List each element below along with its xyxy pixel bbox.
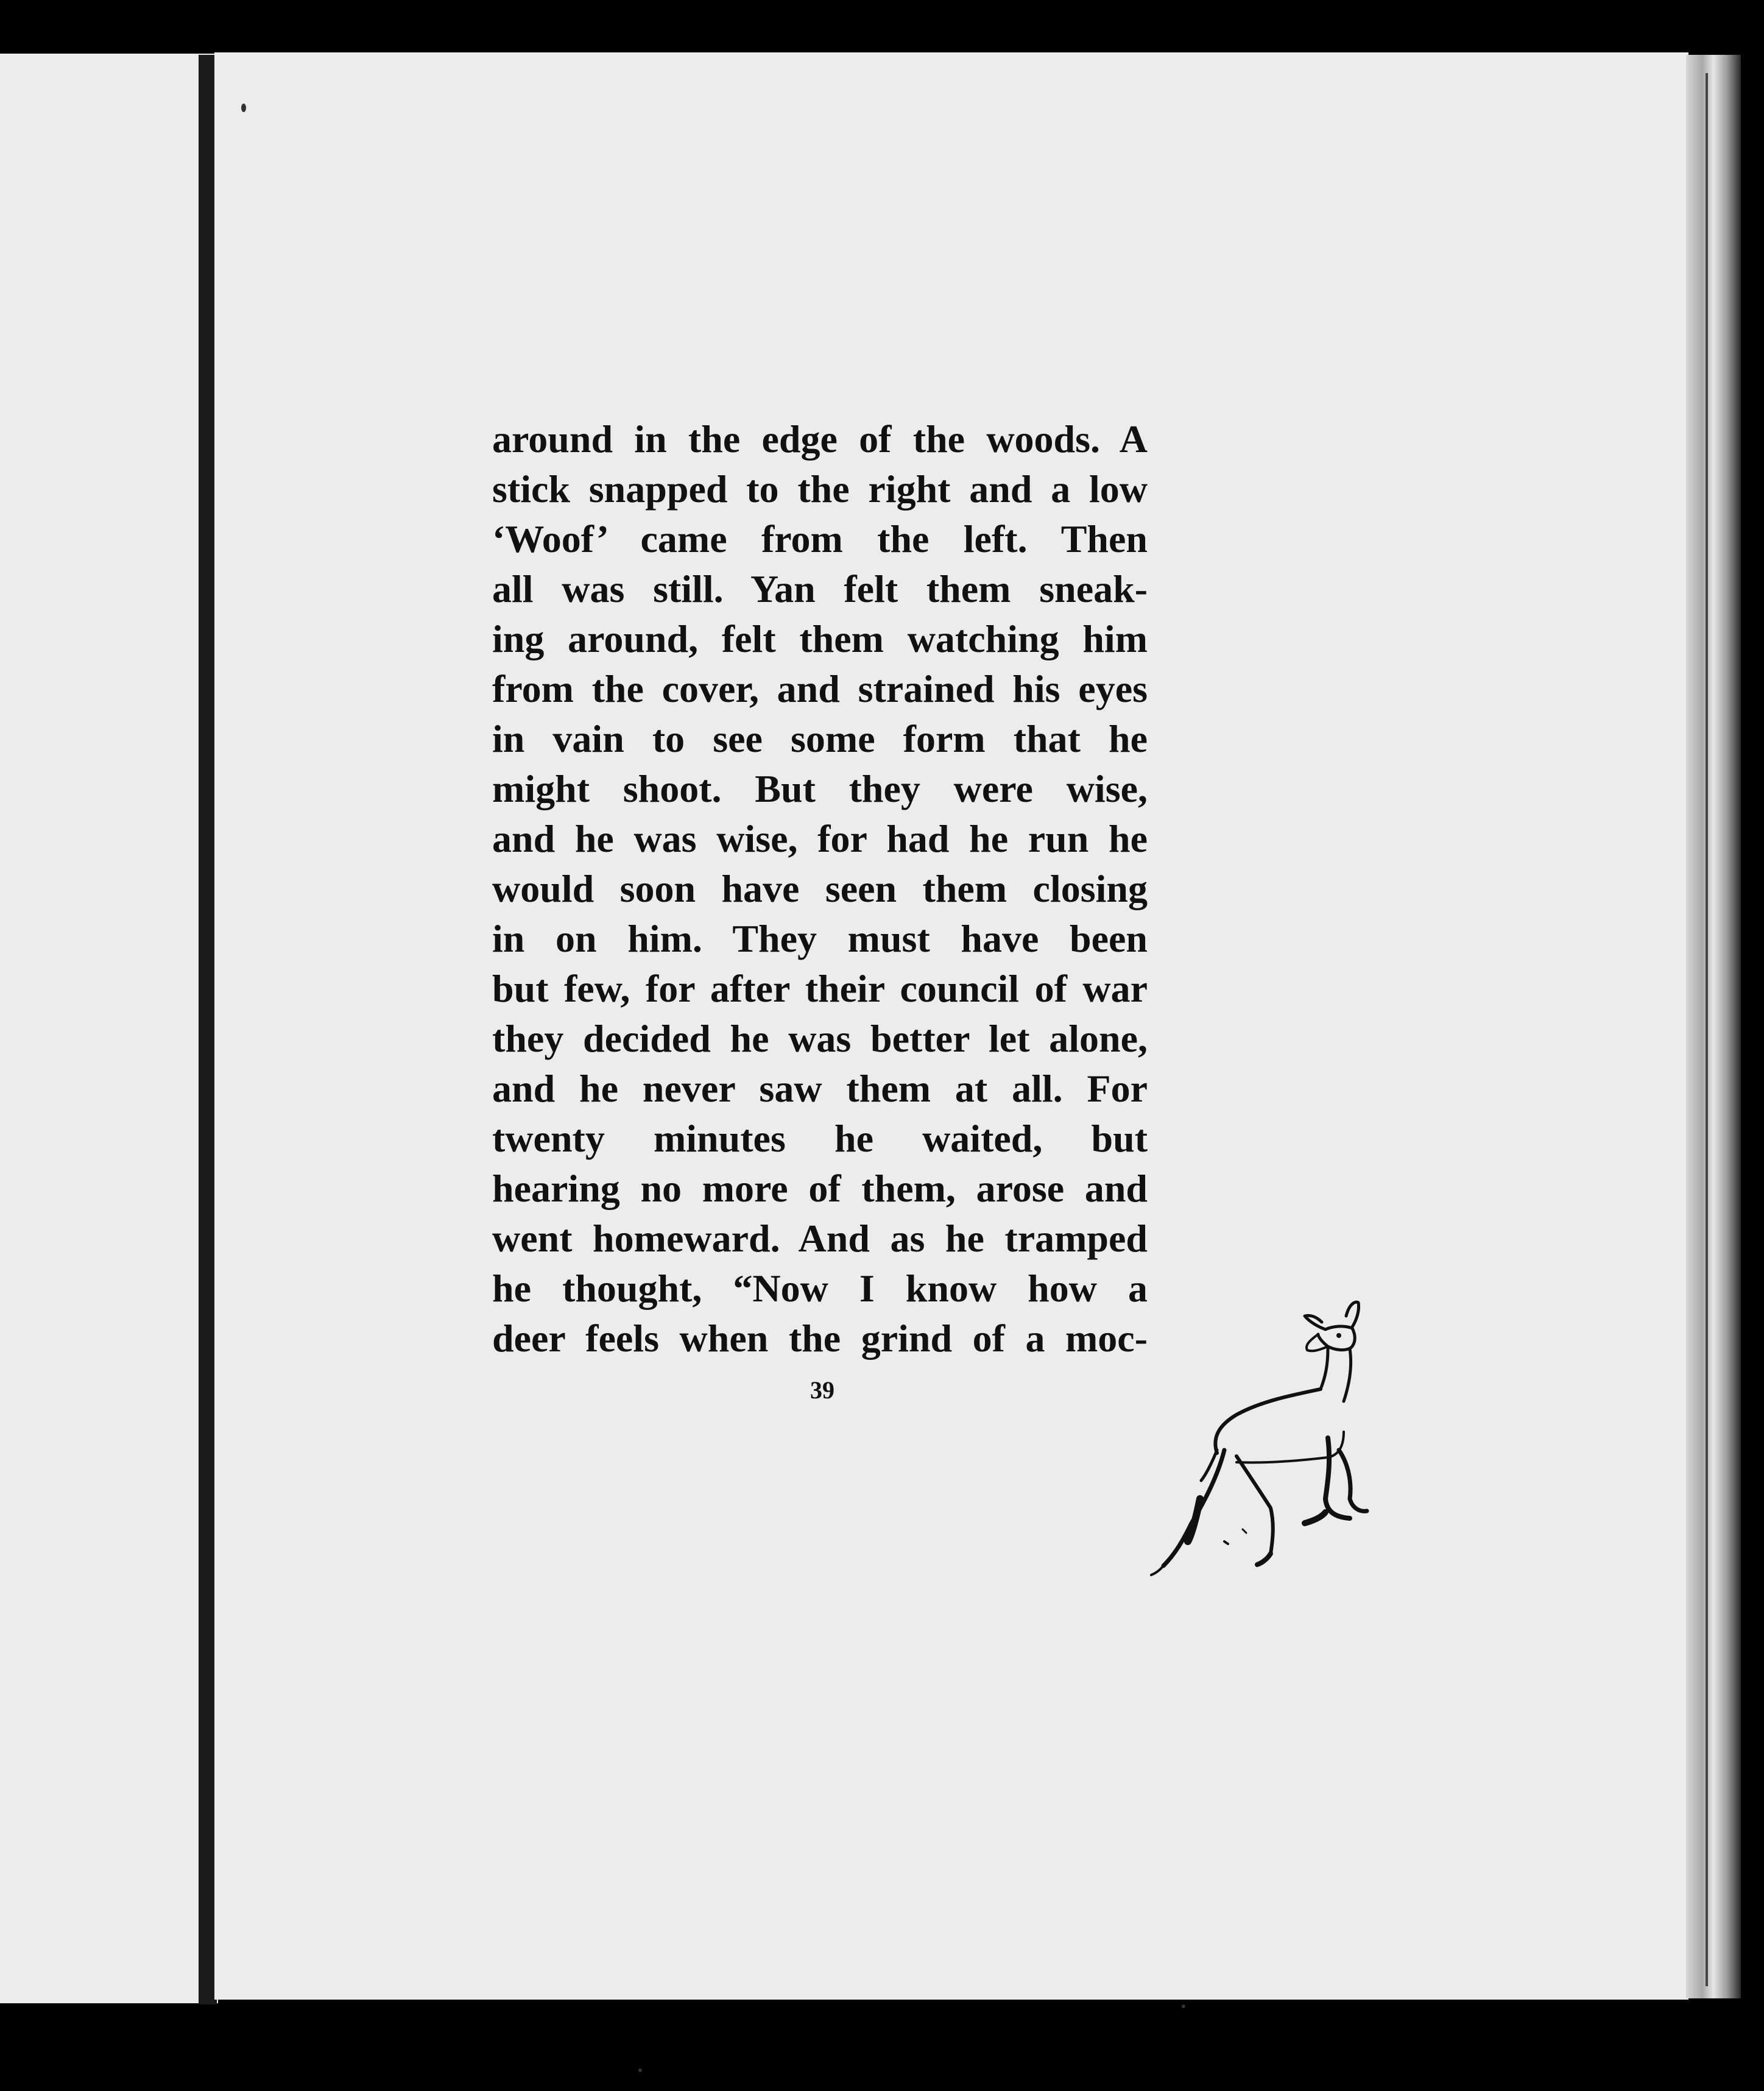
- page-number: 39: [810, 1376, 834, 1404]
- text-line: ing around, felt them watching him: [492, 617, 1148, 660]
- previous-page-edge: [0, 54, 218, 2003]
- scan-speck: [1182, 2004, 1185, 2008]
- text-line: ‘Woof’ came from the left. Then: [492, 517, 1148, 561]
- body-text: [492, 414, 1148, 1364]
- page-stack-edge: [1686, 55, 1741, 1998]
- text-line: all was still. Yan felt them sneak-: [492, 567, 1148, 610]
- text-line: in vain to see some form that he: [492, 717, 1148, 760]
- text-line: from the cover, and strained his eyes: [492, 667, 1148, 710]
- text-line: hearing no more of them, arose and: [492, 1167, 1148, 1210]
- scan-speck: [638, 2068, 642, 2072]
- text-line: would soon have seen them closing: [492, 867, 1148, 910]
- text-line: deer feels when the grind of a moc-: [492, 1317, 1148, 1360]
- text-line: around in the edge of the woods. A: [492, 417, 1148, 461]
- text-line: and he was wise, for had he run he: [492, 817, 1148, 860]
- text-line: they decided he was better let alone,: [492, 1017, 1148, 1060]
- page-stack-line: [1706, 73, 1708, 1986]
- text-line: stick snapped to the right and a low: [492, 467, 1148, 511]
- text-line: might shoot. But they were wise,: [492, 767, 1148, 810]
- text-line: he thought, “Now I know how a: [492, 1267, 1148, 1310]
- text-line: went homeward. And as he tramped: [492, 1217, 1148, 1260]
- text-line: twenty minutes he waited, but: [492, 1117, 1148, 1160]
- text-line: but few, for after their council of war: [492, 967, 1148, 1010]
- text-line: and he never saw them at all. For: [492, 1067, 1148, 1110]
- text-line: in on him. They must have been: [492, 917, 1148, 960]
- deer-drawing-icon: [1145, 1298, 1425, 1627]
- scan-speck: [241, 104, 246, 112]
